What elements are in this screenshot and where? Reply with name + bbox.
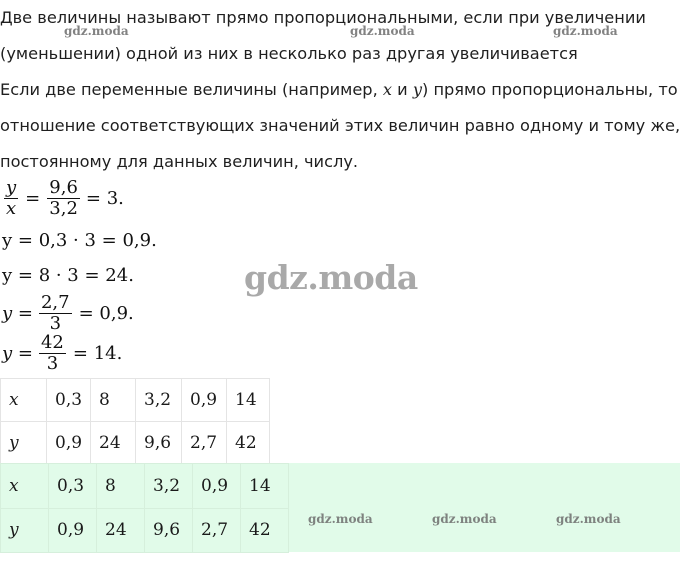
line3-end: ) прямо пропорциональны, то — [421, 80, 678, 99]
table-row-y — [1, 508, 289, 553]
fraction-2-7-over-3: $\frac{2,7}{3}$ — [40, 292, 70, 334]
table-row-y — [1, 422, 270, 465]
table-row-x — [1, 464, 289, 509]
table-cell: 14 — [241, 464, 289, 509]
equation-y-0-9: y = 0,3 · 3 = 0,9. — [2, 230, 157, 251]
fraction-9-6-over-3-2: $\frac{9,6}{3,2}$ — [49, 177, 78, 219]
watermark-small: gdz.moda — [308, 512, 373, 526]
watermark-small: gdz.moda — [350, 24, 415, 38]
table-cell: x — [1, 379, 47, 422]
paragraph-line-1: Две величины называют прямо пропорциональными, если при увеличении — [0, 8, 646, 27]
watermark-small: gdz.moda — [432, 512, 497, 526]
paragraph-line-5: постоянному для данных величин, числу. — [0, 152, 359, 171]
table-cell: 0,3 — [49, 464, 97, 509]
table-cell: 42 — [241, 508, 289, 553]
paragraph-line-3 — [0, 80, 678, 100]
table-cell: 0,9 — [49, 508, 97, 553]
table-cell: 9,6 — [145, 508, 193, 553]
table-cell: 2,7 — [182, 422, 227, 465]
fraction-y-over-x: $\frac{y}{x}$ — [6, 177, 17, 219]
var-y: y — [412, 80, 422, 99]
table-cell: 24 — [97, 508, 145, 553]
equation-y-2-7: y = $\frac{2,7}{3}$ = 0,9. — [2, 292, 134, 334]
table-cell: 0,9 — [182, 379, 227, 422]
table-cell: 3,2 — [136, 379, 182, 422]
equation-y-42: y = $\frac{42}{3}$ = 14. — [2, 332, 123, 374]
table-cell: 0,9 — [193, 464, 241, 509]
watermark-small: gdz.moda — [553, 24, 618, 38]
var-x: x — [382, 80, 393, 99]
table-cell: 14 — [227, 379, 270, 422]
table-cell: 0,3 — [47, 379, 91, 422]
watermark-small: gdz.moda — [64, 24, 129, 38]
answer-table — [0, 463, 289, 553]
table-cell: 2,7 — [193, 508, 241, 553]
watermark-large: gdz.moda — [244, 258, 418, 297]
table-cell: y — [1, 508, 49, 553]
fraction-42-over-3: $\frac{42}{3}$ — [40, 332, 64, 374]
paragraph-line-2: (уменьшении) одной из них в несколько раз другая увеличивается — [0, 44, 578, 63]
table-cell: 0,9 — [47, 422, 91, 465]
line3-and: и — [392, 80, 413, 99]
equation-y-24: y = 8 · 3 = 24. — [2, 265, 134, 286]
table-cell: 8 — [91, 379, 136, 422]
equation-ratio: $\frac{y}{x}$ = $\frac{9,6}{3,2}$ = 3. — [6, 177, 124, 219]
table-cell: y — [1, 422, 47, 465]
values-table — [0, 378, 270, 465]
line3-start: Если две переменные величины (например, — [0, 80, 383, 99]
table-cell: 9,6 — [136, 422, 182, 465]
watermark-small: gdz.moda — [556, 512, 621, 526]
table-cell: 3,2 — [145, 464, 193, 509]
table-cell: 24 — [91, 422, 136, 465]
table-cell: 8 — [97, 464, 145, 509]
table-cell: x — [1, 464, 49, 509]
table-cell: 42 — [227, 422, 270, 465]
table-row-x — [1, 379, 270, 422]
paragraph-line-4: отношение соответствующих значений этих величин равно одному и тому же, — [0, 116, 680, 135]
